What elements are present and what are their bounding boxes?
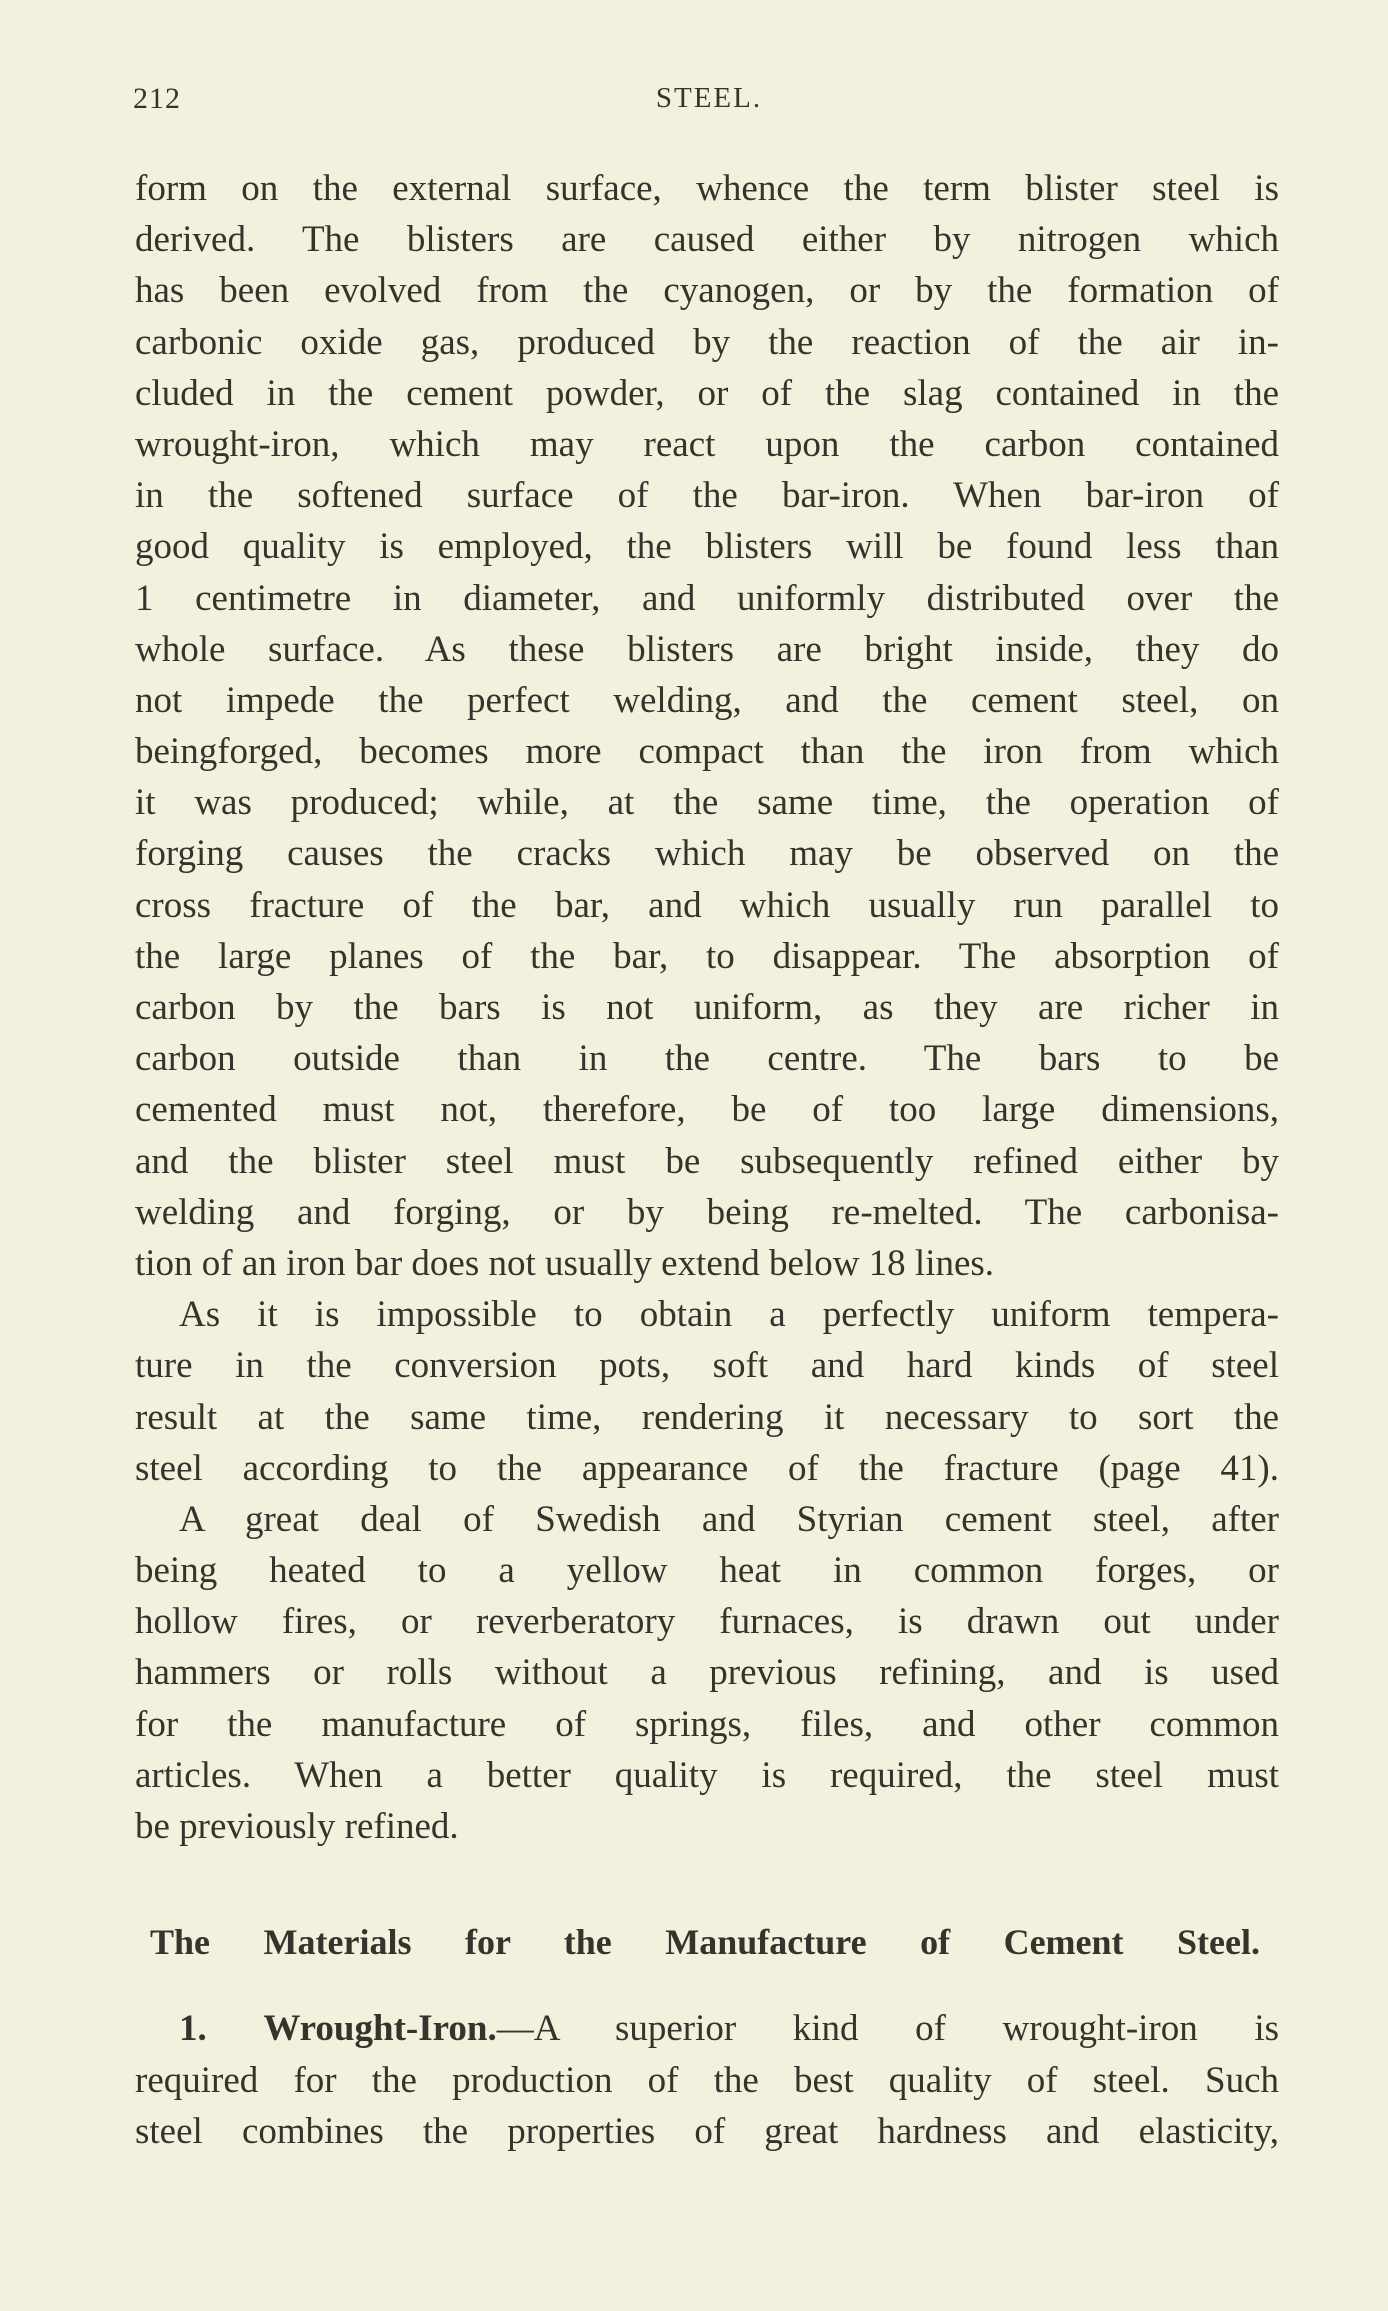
- text-line: wrought-iron, which may react upon the carbon contained: [135, 423, 1279, 465]
- text-line: carbonic oxide gas, produced by the reaction of the air in-: [135, 321, 1279, 363]
- text-line: As it is impossible to obtain a perfectly uniform tempera-: [179, 1294, 1279, 1336]
- text-line: in the softened surface of the bar-iron. When bar-iron of: [135, 475, 1279, 517]
- text-line: form on the external surface, whence the term blister steel is: [135, 168, 1279, 209]
- item-title: Wrought-Iron.: [263, 2008, 497, 2049]
- text-line: steel combines the properties of great hardness and elasticity,: [135, 2111, 1279, 2152]
- text-line: cross fracture of the bar, and which usually run parallel to: [135, 884, 1279, 926]
- text-line: whole surface. As these blisters are bright inside, they do: [135, 628, 1279, 670]
- text-line: beingforged, becomes more compact than the iron from which: [135, 731, 1279, 773]
- text-line: steel according to the appearance of the fracture (page 41).: [135, 1447, 1279, 1489]
- text-line: carbon by the bars is not uniform, as they are richer in: [135, 987, 1279, 1028]
- running-title: STEEL.: [655, 82, 763, 114]
- text-line: welding and forging, or by being re-melted. The carbonisa-: [135, 1191, 1279, 1233]
- text-line: hollow fires, or reverberatory furnaces, is drawn out under: [135, 1601, 1279, 1643]
- text-line: the large planes of the bar, to disappear. The absorption of: [135, 935, 1279, 977]
- text-line: hammers or rolls without a previous refining, and is used: [135, 1652, 1279, 1694]
- text-line: [135, 2003, 1279, 2055]
- text-line: carbon outside than in the centre. The bars to be: [135, 1038, 1279, 1080]
- item-number: 1.: [179, 2008, 207, 2049]
- text-line: and the blister steel must be subsequently refined either by: [135, 1140, 1279, 1182]
- text-line: being heated to a yellow heat in common forges, or: [135, 1550, 1279, 1592]
- text-line: it was produced; while, at the same time, the operation of: [135, 782, 1279, 824]
- text-line: A great deal of Swedish and Styrian cement steel, after: [179, 1498, 1279, 1540]
- text-line: articles. When a better quality is required, the steel must: [135, 1754, 1279, 1796]
- text-line: required for the production of the best quality of steel. Such: [135, 2059, 1279, 2101]
- text-line: result at the same time, rendering it necessary to sort the: [135, 1396, 1279, 1438]
- text-line: has been evolved from the cyanogen, or by the formation of: [135, 270, 1279, 312]
- text-line: for the manufacture of springs, files, and other common: [135, 1703, 1279, 1745]
- text-line: cemented must not, therefore, be of too large dimensions,: [135, 1089, 1279, 1131]
- section-paragraph: [135, 2003, 1279, 2158]
- text-line: 1 centimetre in diameter, and uniformly distributed over the: [135, 577, 1279, 619]
- body-text: [135, 163, 1279, 1852]
- text-line: forging causes the cracks which may be observed on the: [135, 833, 1279, 875]
- text-line: tion of an iron bar does not usually extend below 18 lines.: [135, 1242, 995, 1284]
- text-line: not impede the perfect welding, and the cement steel, on: [135, 679, 1279, 721]
- text-line-content: —A superior kind of wrought-iron is: [496, 2008, 1279, 2049]
- section-heading: The Materials for the Manufacture of Cement Steel.: [150, 1922, 1260, 1962]
- text-line: be previously refined.: [135, 1806, 459, 1847]
- text-line: cluded in the cement powder, or of the slag contained in the: [135, 372, 1279, 414]
- page-number: 212: [133, 82, 181, 115]
- text-line: derived. The blisters are caused either by nitrogen which: [135, 219, 1279, 261]
- text-line: ture in the conversion pots, soft and hard kinds of steel: [135, 1345, 1279, 1387]
- text-line: good quality is employed, the blisters will be found less than: [135, 526, 1279, 568]
